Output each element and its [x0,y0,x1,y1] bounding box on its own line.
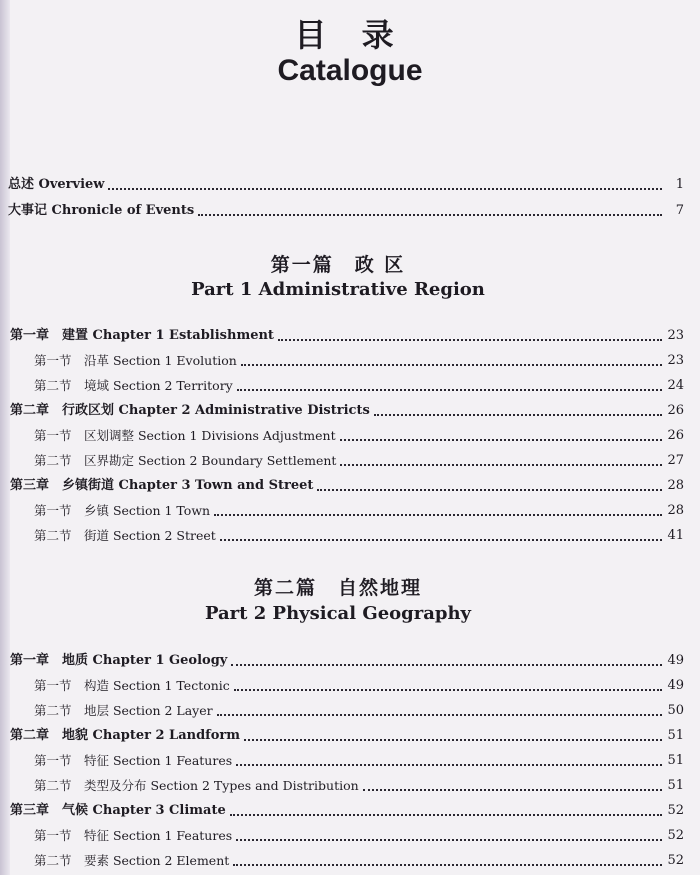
toc-entry-label: 第二节 要素 Section 2 Element [34,853,230,868]
leader-dots [374,414,662,416]
toc-entry-label: 第三章 乡镇街道 Chapter 3 Town and Street [10,478,314,493]
leader-dots [340,464,662,466]
toc-page-number: 52 [667,803,684,818]
toc-page-number: 52 [667,828,684,843]
toc-chapter[interactable] [0,648,684,670]
toc-section[interactable] [0,348,684,370]
part-2-heading-chinese: 第二篇 自然地理 [253,577,422,599]
leader-dots [278,339,662,341]
toc-section[interactable] [0,673,684,695]
leader-dots [220,539,662,541]
toc-page-number: 1 [675,177,684,192]
leader-dots [340,439,662,441]
page-title-chinese: 目 录 [294,16,406,54]
part-2-heading-english: Part 2 Physical Geography [204,603,472,624]
leader-dots [363,789,662,791]
toc-entry-label: 第一节 区划调整 Section 1 Divisions Adjustment [34,428,336,443]
leader-dots [214,514,662,516]
toc-page-number: 49 [667,678,684,693]
toc-entry-label: 第二节 境域 Section 2 Territory [34,378,233,393]
toc-chapter[interactable] [0,723,684,745]
toc-page-number: 51 [667,728,684,743]
toc-entry-label: 总述 Overview [8,177,105,192]
toc-section[interactable] [0,523,684,545]
toc-section[interactable] [0,748,684,770]
toc-chapter[interactable] [0,398,684,420]
leader-dots [231,664,662,666]
toc-section[interactable] [0,773,684,795]
part-1-heading-english: Part 1 Administrative Region [191,279,485,300]
toc-page-number: 28 [667,478,684,493]
toc-page-number: 7 [675,203,684,218]
toc-page-number: 49 [667,653,684,668]
toc-chapter[interactable] [0,323,684,345]
toc-entry-label: 大事记 Chronicle of Events [8,203,195,218]
toc-entry-label: 第一节 特征 Section 1 Features [34,753,233,768]
toc-page-number: 28 [667,503,684,518]
toc-chapter[interactable] [0,798,684,820]
leader-dots [241,364,662,366]
toc-page-number: 52 [667,853,684,868]
toc-entry-label: 第二章 行政区划 Chapter 2 Administrative Districts [10,403,370,418]
toc-entry-label: 第二节 区界勘定 Section 2 Boundary Settlement [34,453,337,468]
toc-entry-label: 第一节 乡镇 Section 1 Town [34,503,211,518]
leader-dots [244,739,662,741]
toc-chapter[interactable] [0,473,684,495]
toc-entry-label: 第二节 类型及分布 Section 2 Types and Distribution [34,778,359,793]
part-1-heading-chinese: 第一篇 政 区 [270,254,406,276]
leader-dots [236,764,662,766]
toc-page-number: 51 [667,778,684,793]
toc-entry-label: 第二节 地层 Section 2 Layer [34,703,213,718]
toc-section[interactable] [0,448,684,470]
toc-section[interactable] [0,498,684,520]
toc-section[interactable] [0,423,684,445]
toc-section[interactable] [0,373,684,395]
leader-dots [230,814,662,816]
toc-entry-label: 第一节 沿革 Section 1 Evolution [34,353,237,368]
toc-page-number: 23 [667,328,684,343]
toc-page-number: 24 [667,378,684,393]
toc-page-number: 51 [667,753,684,768]
leader-dots [237,389,662,391]
toc-entry-label: 第二章 地貌 Chapter 2 Landform [10,728,241,743]
toc-entry-label: 第一节 构造 Section 1 Tectonic [34,678,230,693]
leader-dots [108,188,662,190]
toc-entry-label: 第三章 气候 Chapter 3 Climate [10,803,226,818]
leader-dots [198,214,662,216]
page-title-english: Catalogue [277,54,423,87]
toc-entry-chronicle[interactable] [0,198,684,220]
toc-page-number: 23 [667,353,684,368]
toc-entry-label: 第一章 建置 Chapter 1 Establishment [10,328,274,343]
leader-dots [233,864,662,866]
leader-dots [234,689,662,691]
leader-dots [236,839,662,841]
toc-page-number: 50 [667,703,684,718]
toc-entry-overview[interactable] [0,172,684,194]
leader-dots [317,489,662,491]
leader-dots [217,714,662,716]
toc-section[interactable] [0,823,684,845]
toc-page-number: 27 [667,453,684,468]
toc-entry-label: 第一节 特征 Section 1 Features [34,828,233,843]
toc-page-number: 26 [667,428,684,443]
toc-section[interactable] [0,698,684,720]
toc-entry-label: 第二节 街道 Section 2 Street [34,528,216,543]
toc-section[interactable] [0,848,684,870]
toc-page-number: 26 [667,403,684,418]
toc-entry-label: 第一章 地质 Chapter 1 Geology [10,653,228,668]
toc-page-number: 41 [667,528,684,543]
